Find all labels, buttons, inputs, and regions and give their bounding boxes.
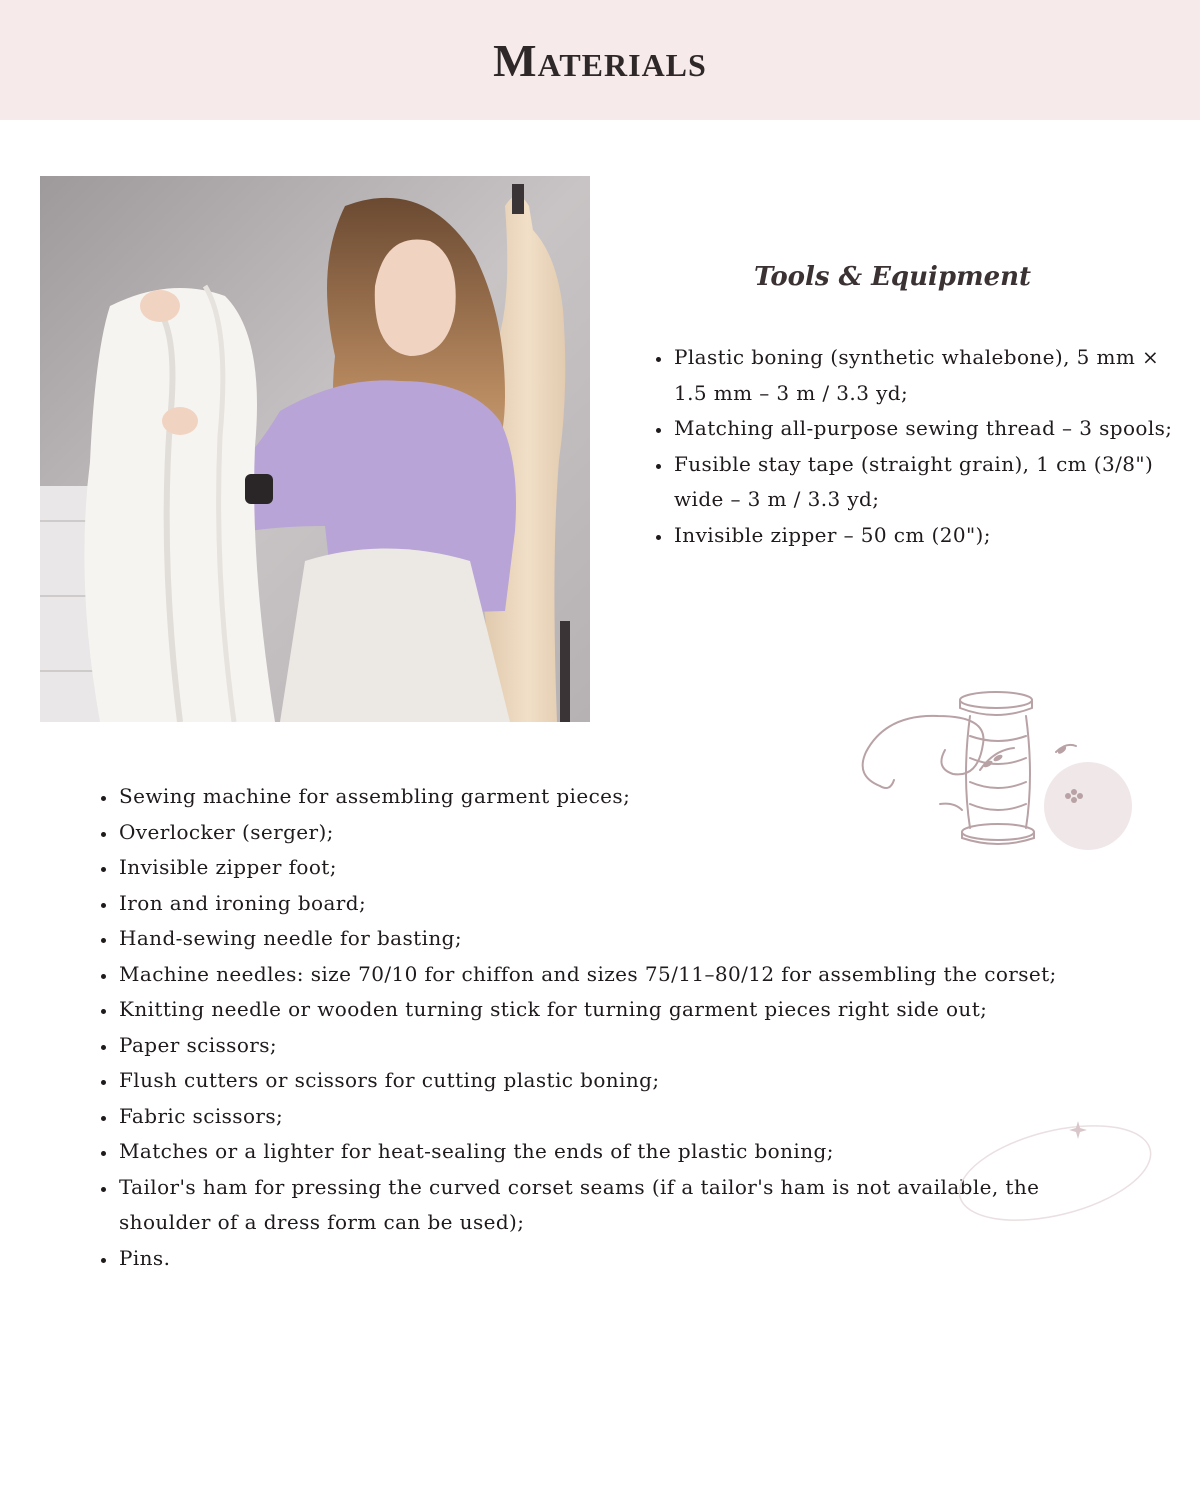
list-item: • Knitting needle or wooden turning stick for turning garment pieces right side out; xyxy=(117,992,1087,1028)
list-item: • Pins. xyxy=(117,1241,1087,1277)
list-item: • Paper scissors; xyxy=(117,1028,1087,1064)
list-item: • Invisible zipper – 50 cm (20"); xyxy=(672,518,1192,554)
list-item: • Fusible stay tape (straight grain), 1 cm (3/8") wide – 3 m / 3.3 yd; xyxy=(672,447,1192,518)
list-item: • Flush cutters or scissors for cutting plastic boning; xyxy=(117,1063,1087,1099)
list-item: • Matching all-purpose sewing thread – 3 spools; xyxy=(672,411,1192,447)
tools-section-title: Tools & Equipment xyxy=(753,262,1032,292)
list-item: • Tailor's ham for pressing the curved corset seams (if a tailor's ham is not available, the shoulder of a dress form can be used); xyxy=(117,1170,1087,1241)
list-item: • Plastic boning (synthetic whalebone), 5 mm × 1.5 mm – 3 m / 3.3 yd; xyxy=(672,340,1192,411)
list-item: • Sewing machine for assembling garment pieces; xyxy=(117,779,1087,815)
sparkle-orbit-icon xyxy=(950,1115,1160,1230)
list-item: • Iron and ironing board; xyxy=(117,886,1087,922)
list-item: • Fabric scissors; xyxy=(117,1099,1087,1135)
woman-holding-fabric-photo xyxy=(40,176,590,722)
page-title: Materials xyxy=(493,34,707,86)
list-item: • Overlocker (serger); xyxy=(117,815,1087,851)
list-item: • Hand-sewing needle for basting; xyxy=(117,921,1087,957)
tools-list xyxy=(648,340,1192,553)
list-item: • Machine needles: size 70/10 for chiffon and sizes 75/11–80/12 for assembling the corset; xyxy=(117,957,1087,993)
list-item: • Invisible zipper foot; xyxy=(117,850,1087,886)
list-item: • Matches or a lighter for heat-sealing the ends of the plastic boning; xyxy=(117,1134,1087,1170)
page-header xyxy=(0,0,1200,120)
equipment-list xyxy=(93,779,1087,1276)
